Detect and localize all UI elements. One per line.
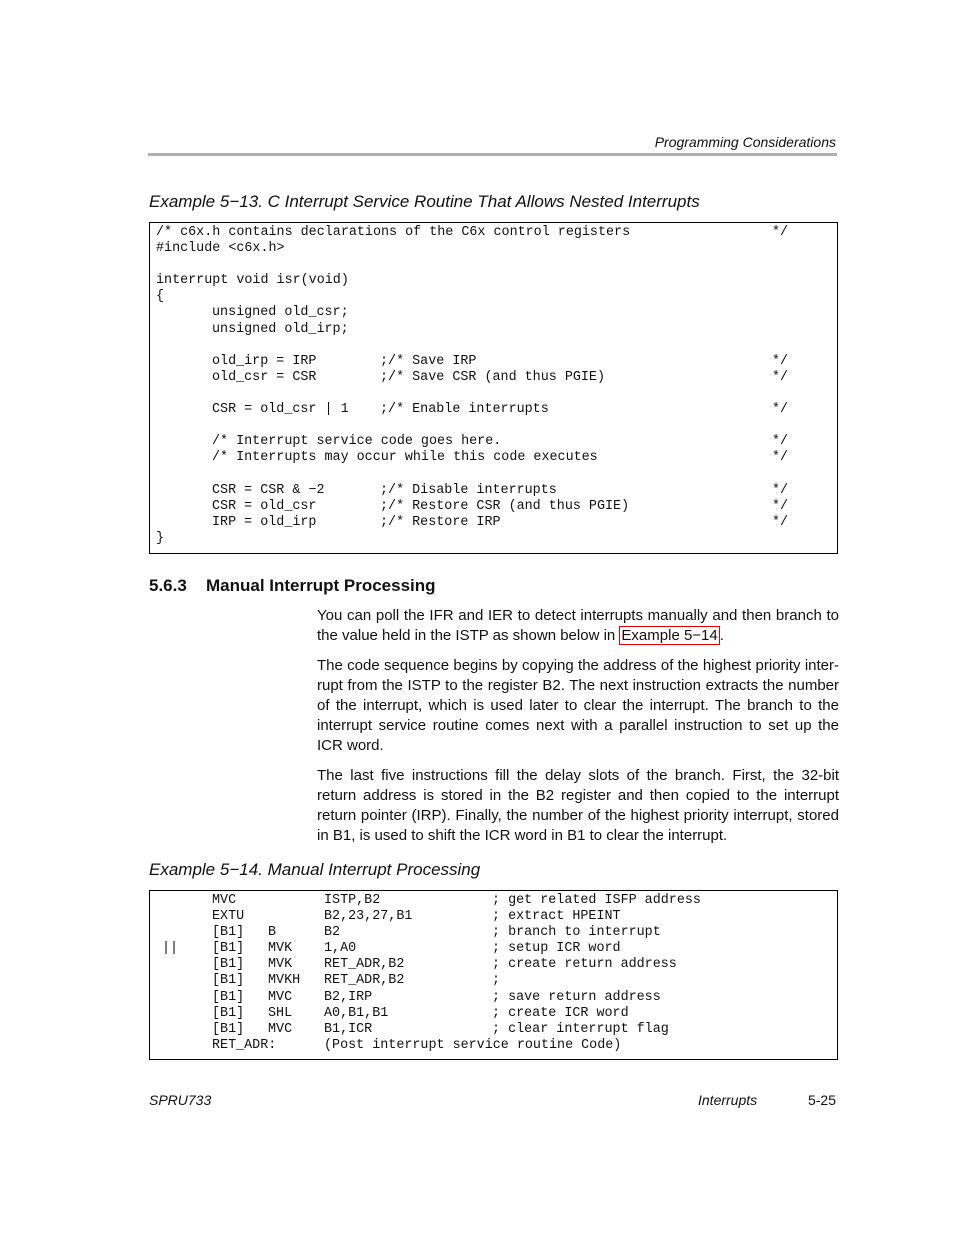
code-segment: */: [772, 514, 789, 530]
code-segment: */: [772, 353, 789, 369]
footer-doc-id: SPRU733: [149, 1092, 212, 1108]
asm-oper: RET_ADR,B2: [324, 973, 405, 989]
code-segment: */: [772, 225, 789, 240]
asm-cond: EXTU: [212, 909, 245, 925]
code-segment: {: [156, 289, 165, 305]
code-segment: CSR = CSR & −2: [212, 482, 325, 498]
example-5-13-caption: Example 5−13. C Interrupt Service Routine That Allows Nested Interrupts: [149, 192, 700, 211]
code-segment: */: [772, 402, 789, 418]
code-line: [156, 322, 837, 338]
asm-op: B: [268, 925, 277, 941]
example-5-14-link[interactable]: Example 5−14: [621, 627, 718, 644]
code-segment: ;/* Enable interrupts: [380, 402, 549, 418]
asm-op: MVC: [268, 989, 293, 1005]
code-segment: #include <c6x.h>: [156, 241, 285, 257]
asm-par: ||: [162, 941, 179, 957]
asm-line: [156, 1038, 837, 1054]
code-segment: ;/* Disable interrupts: [380, 482, 557, 498]
asm-comment: ; save return address: [492, 989, 661, 1005]
code-segment: old_irp = IRP: [212, 353, 317, 369]
footer-chapter: Interrupts: [698, 1092, 758, 1108]
code-segment: /* c6x.h contains declarations of the C6x control registers: [156, 225, 631, 240]
code-segment: }: [156, 530, 165, 546]
code-line: [156, 434, 837, 450]
code-segment: ;/* Save CSR (and thus PGIE): [380, 369, 605, 385]
footer-page-number: 5-25: [807, 1092, 836, 1108]
code-segment: ;/* Restore CSR (and thus PGIE): [380, 498, 630, 514]
code-line: [156, 289, 837, 305]
code-segment: /* Interrupt service code goes here.: [212, 434, 502, 450]
code-segment: */: [772, 434, 789, 450]
code-line: [156, 418, 837, 434]
example-5-13-code-block: [149, 222, 838, 554]
paragraph-1-text: You can poll the IFR and IER to detect interrupts manually and then branch to the value held in the ISTP as shown below in: [317, 607, 839, 644]
asm-op: MVK: [268, 957, 293, 973]
code-line: [156, 466, 837, 482]
code-segment: interrupt void isr(void): [156, 273, 349, 289]
asm-op: MVKH: [268, 973, 301, 989]
asm-comment: ; create ICR word: [492, 1005, 629, 1021]
asm-cond: [B1]: [212, 989, 245, 1005]
code-line: [156, 273, 837, 289]
asm-oper: RET_ADR,B2: [324, 957, 405, 973]
asm-cond: [B1]: [212, 957, 245, 973]
asm-line: [156, 893, 837, 909]
code-line: [156, 370, 837, 386]
asm-cond: [B1]: [212, 973, 245, 989]
section-number: 5.6.3: [149, 576, 187, 595]
asm-op: MVK: [268, 941, 293, 957]
code-line: [156, 338, 837, 354]
asm-line: [156, 941, 837, 957]
example-5-14-caption: Example 5−14. Manual Interrupt Processing: [149, 860, 481, 879]
asm-comment: ; extract HPEINT: [492, 909, 621, 925]
asm-cond: MVC: [212, 893, 237, 908]
code-segment: IRP = old_irp: [212, 514, 317, 530]
asm-comment: ; branch to interrupt: [492, 925, 661, 941]
header-rule: [148, 153, 837, 156]
asm-cond: [B1]: [212, 925, 245, 941]
asm-line: [156, 1006, 837, 1022]
code-line: [156, 305, 837, 321]
code-line: [156, 499, 837, 515]
code-segment: */: [772, 450, 789, 466]
code-line: [156, 483, 837, 499]
asm-cond: [B1]: [212, 1021, 245, 1037]
code-line: [156, 402, 837, 418]
code-line: [156, 241, 837, 257]
asm-oper: ISTP,B2: [324, 893, 381, 908]
code-line: [156, 515, 837, 531]
asm-comment: ; get related ISFP address: [492, 893, 701, 908]
section-title: Manual Interrupt Processing: [206, 576, 436, 595]
asm-oper: A0,B1,B1: [324, 1005, 389, 1021]
code-line: [156, 257, 837, 273]
code-segment: ;/* Restore IRP: [380, 514, 501, 530]
asm-line: [156, 990, 837, 1006]
asm-comment: ; setup ICR word: [492, 941, 621, 957]
asm-oper: B1,ICR: [324, 1021, 373, 1037]
asm-line: [156, 957, 837, 973]
code-segment: */: [772, 482, 789, 498]
asm-cond: [B1]: [212, 941, 245, 957]
code-segment: */: [772, 369, 789, 385]
asm-cond: RET_ADR:: [212, 1037, 277, 1053]
asm-oper: B2: [324, 925, 341, 941]
asm-comment: ; create return address: [492, 957, 677, 973]
code-line: [156, 225, 837, 241]
code-segment: CSR = old_csr: [212, 498, 317, 514]
paragraph-2: The code sequence begins by copying the address of the highest priority inter-rupt from the ISTP to the register B2. The next instruction extracts the number of the interrupt, which is used later to clear the interrupt. The branch to the interrupt service routine comes next with a parallel instruction to set up the ICR word.: [317, 657, 839, 754]
code-segment: unsigned old_csr;: [212, 305, 349, 321]
asm-oper: B2,23,27,B1: [324, 909, 413, 925]
asm-comment: ;: [492, 973, 501, 989]
asm-op: MVC: [268, 1021, 293, 1037]
asm-op: SHL: [268, 1005, 293, 1021]
code-segment: /* Interrupts may occur while this code executes: [212, 450, 598, 466]
asm-oper: (Post interrupt service routine Code): [324, 1037, 622, 1053]
code-segment: old_csr = CSR: [212, 369, 317, 385]
running-title: Programming Considerations: [654, 134, 836, 150]
asm-line: [156, 925, 837, 941]
code-segment: CSR = old_csr | 1: [212, 402, 349, 418]
asm-cond: [B1]: [212, 1005, 245, 1021]
code-segment: unsigned old_irp;: [212, 321, 349, 337]
asm-oper: B2,IRP: [324, 989, 373, 1005]
paragraph-3: The last five instructions fill the delay slots of the branch. First, the 32-bit return address is stored in the B2 register and then copied to the interrupt return pointer (IRP). Finally, the number of the highest priority interrupt, stored in B1, is used to shift the ICR word in B1 to clear the interrupt.: [317, 767, 839, 844]
example-5-14-code-block: [149, 890, 838, 1060]
code-segment: */: [772, 498, 789, 514]
code-line: [156, 531, 837, 547]
code-segment: ;/* Save IRP: [380, 353, 477, 369]
section-heading: [149, 576, 436, 596]
code-line: [156, 386, 837, 402]
paragraph-1: [317, 606, 839, 646]
code-line: [156, 354, 837, 370]
asm-line: [156, 973, 837, 989]
asm-line: [156, 909, 837, 925]
asm-oper: 1,A0: [324, 941, 357, 957]
paragraph-1-end: .: [719, 627, 724, 644]
asm-comment: ; clear interrupt flag: [492, 1021, 669, 1037]
code-line: [156, 450, 837, 466]
asm-line: [156, 1022, 837, 1038]
